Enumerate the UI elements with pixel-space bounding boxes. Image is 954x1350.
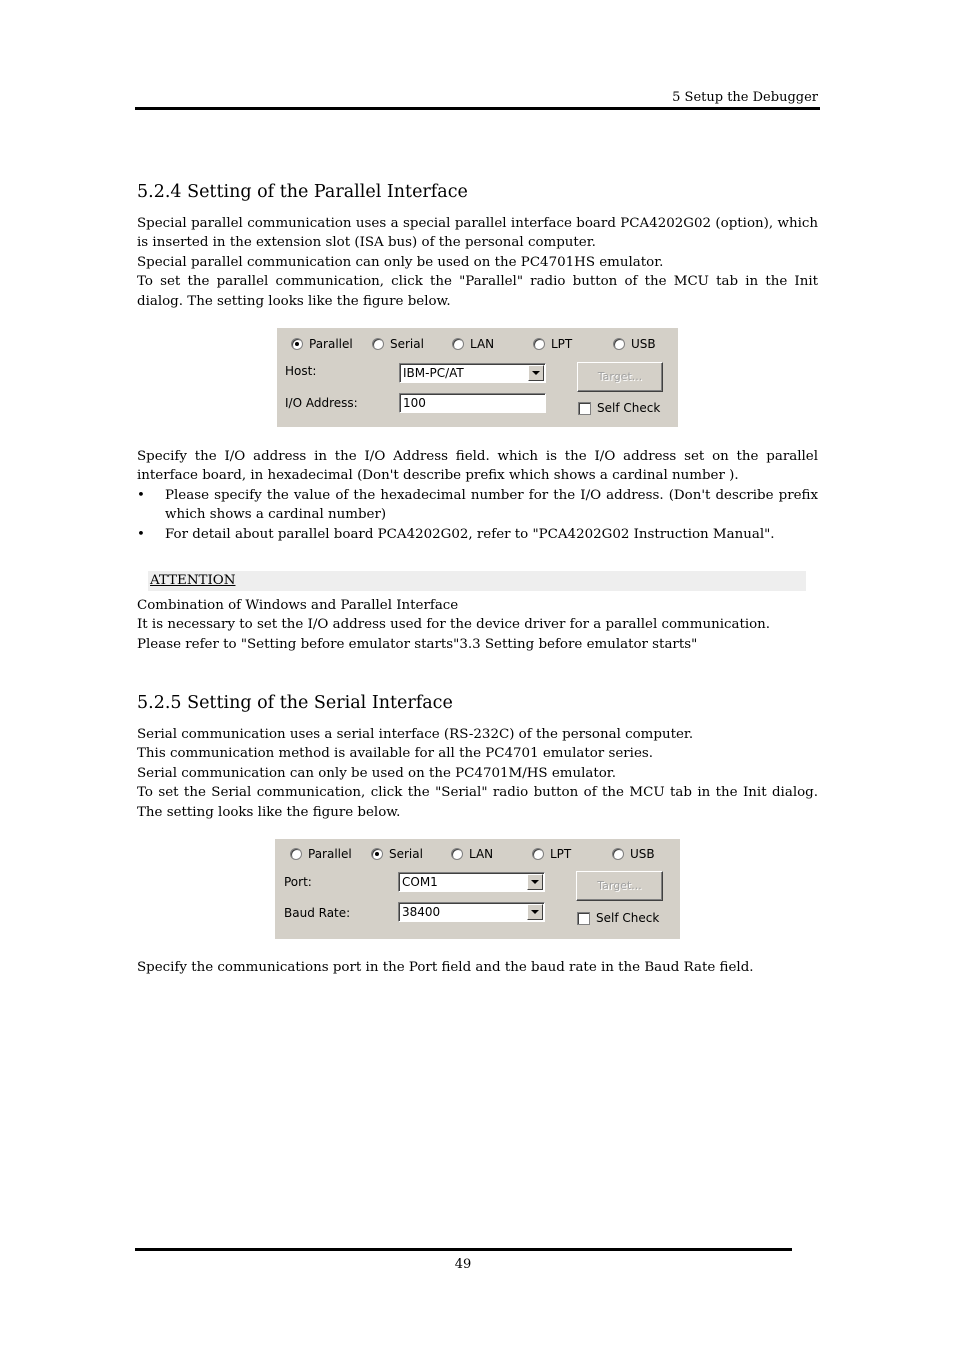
serial-intro (137, 725, 818, 822)
running-header: 5 Setup the Debugger (672, 90, 818, 105)
footer-rule (135, 1248, 792, 1251)
radio-label: Parallel (309, 337, 353, 351)
target-button[interactable]: Target... (577, 362, 663, 392)
section-title-serial: 5.2.5 Setting of the Serial Interface (137, 693, 453, 713)
parallel-settings-panel (277, 328, 678, 427)
io-address-label: I/O Address: (285, 396, 358, 410)
radio-label: Serial (390, 337, 424, 351)
radio-dot-icon (612, 848, 624, 860)
radio-dot-icon (291, 338, 303, 350)
host-label: Host: (285, 364, 317, 378)
page-number: 49 (454, 1257, 472, 1272)
parallel-intro-line: Special parallel communication can only be used on the PC4701HS emulator. (137, 254, 664, 270)
chevron-down-icon[interactable] (527, 904, 543, 920)
parallel-intro-line: Special parallel communication uses a special parallel interface board PCA4202G02 (option), which is inserted in the extension slot (ISA bus) of the personal computer. (137, 216, 818, 251)
radio-label: LAN (470, 337, 495, 351)
radio-dot-icon (371, 848, 383, 860)
radio-label: Parallel (308, 847, 352, 861)
radio-lpt[interactable] (532, 847, 571, 861)
baud-rate-select[interactable] (398, 902, 545, 922)
section-title-parallel: 5.2.4 Setting of the Parallel Interface (137, 182, 468, 202)
serial-intro-line: To set the Serial communication, click the "Serial" radio button of the MCU tab in the Init dialog. The setting looks like the figure below. (137, 785, 818, 820)
attention-label: ATTENTION (150, 573, 236, 588)
radio-label: Serial (389, 847, 423, 861)
port-value: COM1 (402, 875, 438, 889)
list-item: • Please specify the value of the hexadecimal number for the I/O address. (Don't describe prefix which shows a cardinal number) (137, 486, 818, 525)
checkbox-icon (577, 912, 590, 925)
radio-dot-icon (532, 848, 544, 860)
port-select[interactable] (398, 872, 545, 892)
self-check-label: Self Check (596, 911, 660, 925)
serial-intro-line: This communication method is available for all the PC4701 emulator series. (137, 746, 653, 762)
io-address-value: 100 (403, 396, 426, 410)
io-address-input[interactable] (399, 393, 546, 413)
parallel-bullet-list (137, 486, 818, 544)
radio-parallel[interactable] (291, 337, 353, 351)
radio-label: LPT (551, 337, 573, 351)
radio-serial[interactable] (371, 847, 423, 861)
self-check-checkbox[interactable] (578, 401, 660, 415)
host-select[interactable] (399, 363, 546, 383)
radio-lpt[interactable] (533, 337, 572, 351)
parallel-after-text: Specify the I/O address in the I/O Address field. which is the I/O address set on the parallel interface board, in hexadecimal (Don't describe prefix which shows a cardinal number ). (137, 449, 818, 484)
attention-bar (148, 571, 806, 591)
radio-label: USB (631, 337, 656, 351)
parallel-intro (137, 214, 818, 311)
checkbox-icon (578, 402, 591, 415)
radio-dot-icon (290, 848, 302, 860)
baud-rate-label: Baud Rate: (284, 906, 351, 920)
radio-dot-icon (533, 338, 545, 350)
radio-dot-icon (451, 848, 463, 860)
radio-serial[interactable] (372, 337, 424, 351)
self-check-label: Self Check (597, 401, 661, 415)
radio-label: LAN (469, 847, 494, 861)
serial-intro-line: Serial communication uses a serial interface (RS-232C) of the personal computer. (137, 727, 694, 742)
radio-dot-icon (372, 338, 384, 350)
target-button[interactable]: Target... (576, 871, 663, 901)
attention-text (137, 596, 818, 654)
serial-settings-panel (275, 839, 680, 939)
attention-line: It is necessary to set the I/O address used for the device driver for a parallel communication. (137, 617, 771, 633)
chevron-down-icon[interactable] (527, 874, 543, 890)
self-check-checkbox[interactable] (577, 911, 659, 925)
radio-usb[interactable] (613, 337, 656, 351)
radio-lan[interactable] (451, 847, 493, 861)
radio-dot-icon (452, 338, 464, 350)
radio-lan[interactable] (452, 337, 494, 351)
radio-usb[interactable] (612, 847, 655, 861)
attention-line: Please refer to "Setting before emulator starts"3.3 Setting before emulator starts" (137, 636, 698, 652)
parallel-intro-line: To set the parallel communication, click the "Parallel" radio button of the MCU tab in the Init dialog. The setting looks like the figure below. (137, 274, 818, 309)
host-value: IBM-PC/AT (403, 366, 464, 380)
radio-label: LPT (550, 847, 572, 861)
radio-parallel[interactable] (290, 847, 352, 861)
serial-intro-line: Serial communication can only be used on the PC4701M/HS emulator. (137, 765, 616, 781)
baud-rate-value: 38400 (402, 905, 441, 919)
radio-label: USB (630, 847, 655, 861)
radio-dot-icon (613, 338, 625, 350)
chevron-down-icon[interactable] (528, 365, 544, 381)
list-item: • For detail about parallel board PCA4202G02, refer to "PCA4202G02 Instruction Manual". (137, 525, 818, 544)
serial-after-text: Specify the communications port in the Port field and the baud rate in the Baud Rate field. (137, 960, 754, 975)
port-label: Port: (284, 875, 312, 889)
header-rule (135, 107, 820, 110)
attention-line: Combination of Windows and Parallel Interface (137, 598, 459, 613)
